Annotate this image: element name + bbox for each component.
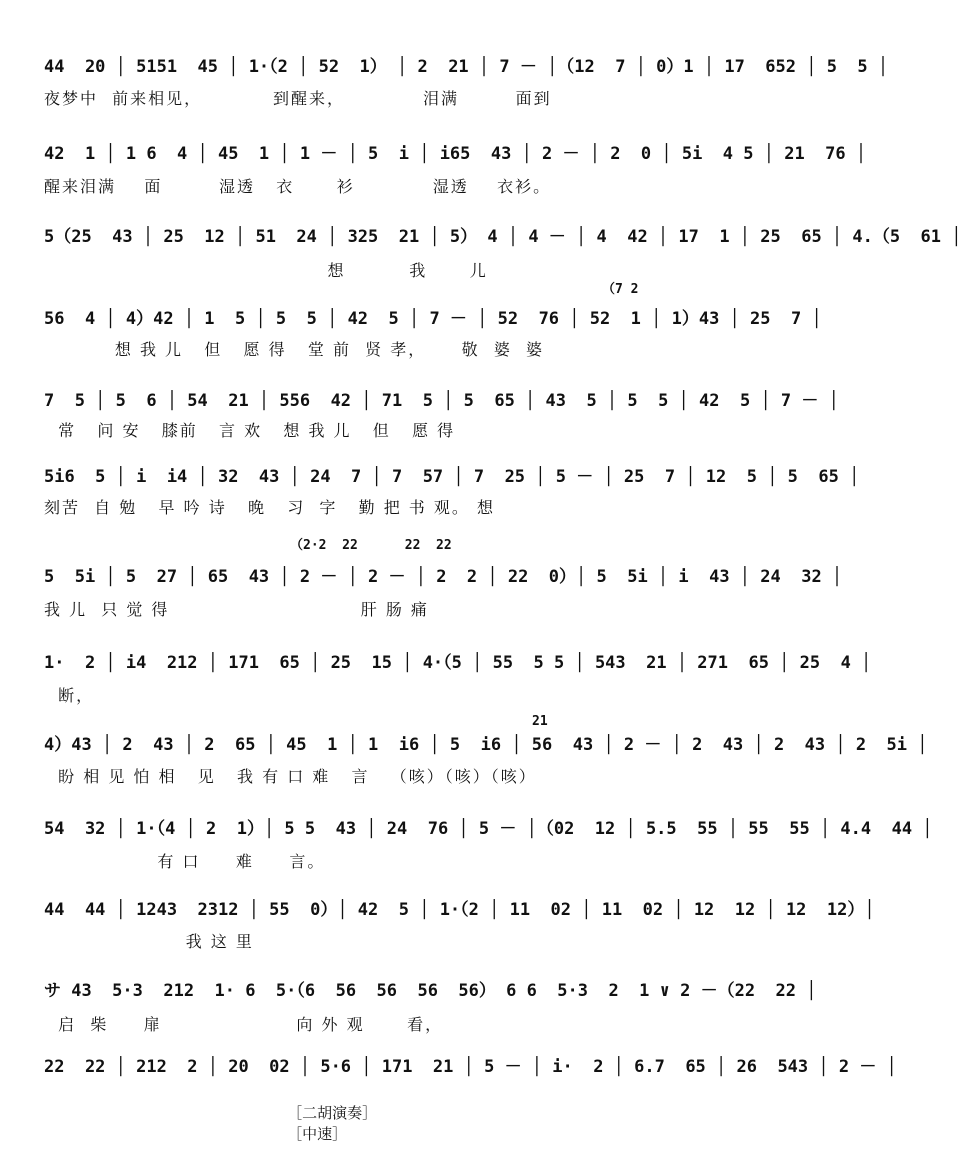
notes-line-6: 5i6 5 │ i i4 │ 32 43 │ 24 7 │ 7 57 │ 7 25 │ 5 － │ 25 7 │ 12 5 │ 5 65 │	[44, 467, 860, 487]
lyrics-line-9: 盼 相 见 怕 相 见 我 有 口 难 言 （咳）（咳）（咳）	[44, 767, 537, 786]
lyrics-line-8: 断，	[44, 686, 95, 705]
lyrics-line-2: 醒来泪满 面 湿透 衣 衫 湿透 衣衫。	[44, 177, 552, 196]
notes-line-10: 54 32 │ 1·（4 │ 2 1）│ 5 5 43 │ 24 76 │ 5 － │（02 12 │ 5.5 55 │ 55 55 │ 4.4 44 │	[44, 819, 933, 839]
notes-line-1: 44 20 │ 5151 45 │ 1·（2 │ 52 1） │ 2 21 │ 7 － │（12 7 │ 0）1 │ 17 652 │ 5 5 │	[44, 57, 889, 77]
performance-footer	[268, 1084, 383, 1162]
notes-line-8: 1· 2 │ i4 212 │ 171 65 │ 25 15 │ 4·（5 │ 55 5 5 │ 543 21 │ 271 65 │ 25 4 │	[44, 653, 872, 673]
lyrics-line-3: 想 我 儿	[44, 261, 488, 280]
notes-line-4: 56 4 │ 4）42 │ 1 5 │ 5 5 │ 42 5 │ 7 － │ 52 76 │ 52 1 │ 1）43 │ 25 7 │	[44, 309, 822, 329]
notes-line-5: 7 5 │ 5 6 │ 54 21 │ 556 42 │ 71 5 │ 5 65 │ 43 5 │ 5 5 │ 42 5 │ 7 － │	[44, 391, 839, 411]
ornament-annotation-2: （2·2 22 22 22	[290, 538, 452, 553]
notes-line-2: 42 1 │ 1 6 4 │ 45 1 │ 1 － │ 5 i │ i65 43 │ 2 － │ 2 0 │ 5i 4 5 │ 21 76 │	[44, 144, 867, 164]
notes-line-12: サ 43 5·3 212 1· 6 5·（6 56 56 56 56） 6 6 5·3 2 1 ∨ 2 －（22 22 │	[44, 981, 817, 1001]
tempo-label: ［中速］	[287, 1125, 348, 1143]
notes-line-7: 5 5i │ 5 27 │ 65 43 │ 2 － │ 2 － │ 2 2 │ 22 0）│ 5 5i │ i 43 │ 24 32 │	[44, 567, 843, 587]
lyrics-line-11: 我 这 里	[44, 932, 254, 951]
ornament-annotation-3: 21	[532, 714, 548, 729]
lyrics-line-4: 想 我 儿 但 愿 得 堂 前 贤 孝， 敬 婆 婆	[44, 340, 545, 359]
lyrics-line-1: 夜梦中 前来相见， 到醒来， 泪满 面到	[44, 89, 552, 108]
ornament-annotation-1: （7 2	[602, 282, 639, 297]
lyrics-line-7: 我 儿 只 觉 得 肝 肠 痛	[44, 600, 429, 619]
lyrics-line-6: 刻苦 自 勉 早 吟 诗 晚 习 字 勤 把 书 观。 想	[44, 498, 495, 517]
lyrics-line-12: 启 柴 扉 向 外 观 看，	[44, 1015, 444, 1034]
notes-line-13: 22 22 │ 212 2 │ 20 02 │ 5·6 │ 171 21 │ 5 － │ i· 2 │ 6.7 65 │ 26 543 │ 2 － │	[44, 1057, 897, 1077]
instrument-label: ［二胡演奏］	[287, 1104, 378, 1122]
notes-line-11: 44 44 │ 1243 2312 │ 55 0）│ 42 5 │ 1·（2 │ 11 02 │ 11 02 │ 12 12 │ 12 12）│	[44, 900, 875, 920]
lyrics-line-10: 有 口 难 言。	[44, 852, 326, 871]
notes-line-9: 4）43 │ 2 43 │ 2 65 │ 45 1 │ 1 i6 │ 5 i6 │ 56 43 │ 2 － │ 2 43 │ 2 43 │ 2 5i │	[44, 735, 928, 755]
notes-line-3: 5（25 43 │ 25 12 │ 51 24 │ 325 21 │ 5） 4 │ 4 － │ 4 42 │ 17 1 │ 25 65 │ 4.（5 61 │	[44, 227, 962, 247]
lyrics-line-5: 常 问 安 膝前 言 欢 想 我 儿 但 愿 得	[44, 421, 456, 440]
